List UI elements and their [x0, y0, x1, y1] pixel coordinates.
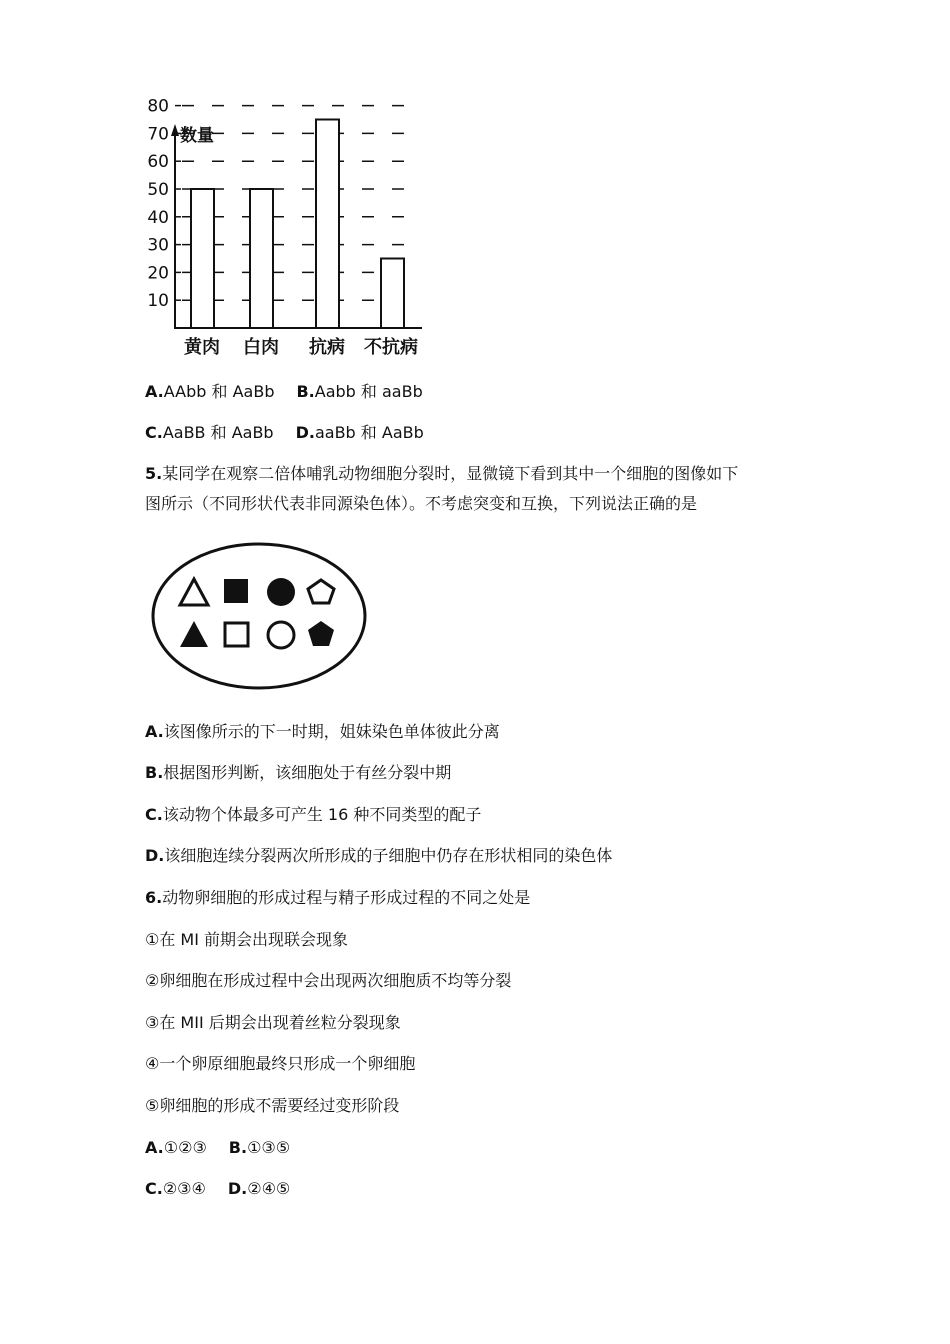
bar-chart	[140, 96, 440, 368]
y-tick-label: 40	[147, 207, 169, 228]
q4-option-a-text: AAbb 和 AaBb	[163, 382, 275, 401]
q4-option-d-label: D.	[295, 423, 315, 442]
q5-option-a	[145, 721, 500, 743]
q6-option-b-label: B.	[228, 1138, 248, 1157]
q5-number: 5.	[145, 464, 163, 483]
q6-option-d-text: ②④⑤	[247, 1179, 291, 1198]
q6-stem-text: 动物卵细胞的形成过程与精子形成过程的不同之处是	[162, 888, 531, 907]
q5-option-b-label: B.	[145, 763, 164, 782]
filled-circle-chromosome	[267, 578, 295, 606]
filled-triangle-chromosome	[180, 621, 208, 647]
q6-item: ④一个卵原细胞最终只形成一个卵细胞	[145, 1054, 416, 1073]
q5-stem-line-2	[145, 493, 697, 515]
q6-item: ⑤卵细胞的形成不需要经过变形阶段	[145, 1096, 400, 1115]
y-tick-label: 30	[147, 235, 169, 256]
q6-option-c-label: C.	[145, 1179, 163, 1198]
q5-option-c	[145, 804, 481, 826]
q5-option-a-label: A.	[145, 722, 164, 741]
q6-item: ①在 MI 前期会出现联会现象	[145, 930, 349, 949]
q6-number: 6.	[145, 888, 163, 907]
y-tick-label: 10	[147, 291, 169, 312]
cell-diagram	[145, 535, 375, 695]
q4-option-c-label: C.	[145, 423, 163, 442]
q4-option-b-label: B.	[296, 382, 315, 401]
q5-stem-line-1	[145, 463, 738, 485]
q5-stem-text-1: 某同学在观察二倍体哺乳动物细胞分裂时，显微镜下看到其中一个细胞的图像如下	[162, 464, 739, 483]
q6-item: ③在 MII 后期会出现着丝粒分裂现象	[145, 1013, 401, 1032]
y-tick-label: 70	[147, 124, 169, 145]
y-tick-label: 60	[147, 152, 169, 173]
q5-option-a-text: 该图像所示的下一时期，姐妹染色单体彼此分离	[163, 722, 500, 741]
q5-option-d	[145, 845, 612, 867]
chart-x-labels	[184, 336, 418, 358]
filled-pentagon-chromosome	[308, 621, 334, 646]
chart-bars	[191, 120, 404, 329]
q6-item: ②卵细胞在形成过程中会出现两次细胞质不均等分裂	[145, 971, 512, 990]
q5-option-b-text: 根据图形判断，该细胞处于有丝分裂中期	[163, 763, 452, 782]
q5-option-c-text: 该动物个体最多可产生 16 种不同类型的配子	[162, 805, 482, 824]
q4-option-c-text: AaBB 和 AaBb	[162, 423, 274, 442]
q6-options-row-1	[145, 1137, 290, 1159]
q4-options-row-2	[145, 422, 424, 444]
bar	[316, 120, 339, 329]
cell-membrane	[153, 544, 365, 688]
q6-stem	[145, 887, 530, 909]
x-category-label: 白肉	[243, 337, 279, 358]
q5-option-d-label: D.	[145, 846, 165, 865]
q5-option-c-label: C.	[145, 805, 163, 824]
bar	[381, 259, 404, 329]
filled-square-chromosome	[224, 579, 248, 603]
q6-option-d-label: D.	[227, 1179, 248, 1198]
q5-stem-text-2: 图所示（不同形状代表非同源染色体）。不考虑突变和互换，下列说法正确的是	[145, 494, 698, 513]
y-tick-label: 20	[147, 263, 169, 284]
bar	[191, 189, 214, 328]
bar	[250, 189, 273, 328]
x-category-label: 不抗病	[364, 337, 418, 358]
q4-options-row-1	[145, 381, 423, 403]
q5-option-d-text: 该细胞连续分裂两次所形成的子细胞中仍存在形状相同的染色体	[164, 846, 613, 865]
y-axis-label: 数量	[180, 126, 214, 146]
q6-option-b-text: ①③⑤	[247, 1138, 291, 1157]
y-tick-label: 80	[147, 96, 169, 117]
hollow-circle-chromosome	[268, 622, 294, 648]
y-tick-label: 50	[147, 180, 169, 200]
hollow-pentagon-chromosome	[308, 580, 334, 603]
y-axis-arrow	[171, 124, 179, 136]
hollow-triangle-chromosome	[180, 579, 208, 605]
q5-option-b	[145, 762, 451, 784]
q6-option-c-text: ②③④	[162, 1179, 206, 1198]
q6-options-row-2	[145, 1178, 290, 1200]
q4-option-b-text: Aabb 和 aaBb	[314, 382, 423, 401]
q6-option-a-text: ①②③	[163, 1138, 207, 1157]
x-category-label: 黄肉	[184, 337, 220, 358]
hollow-square-chromosome	[225, 623, 248, 646]
q4-option-a-label: A.	[145, 382, 164, 401]
q6-option-a-label: A.	[145, 1138, 164, 1157]
x-category-label: 抗病	[309, 337, 345, 358]
q4-option-d-text: aaBb 和 AaBb	[314, 423, 424, 442]
